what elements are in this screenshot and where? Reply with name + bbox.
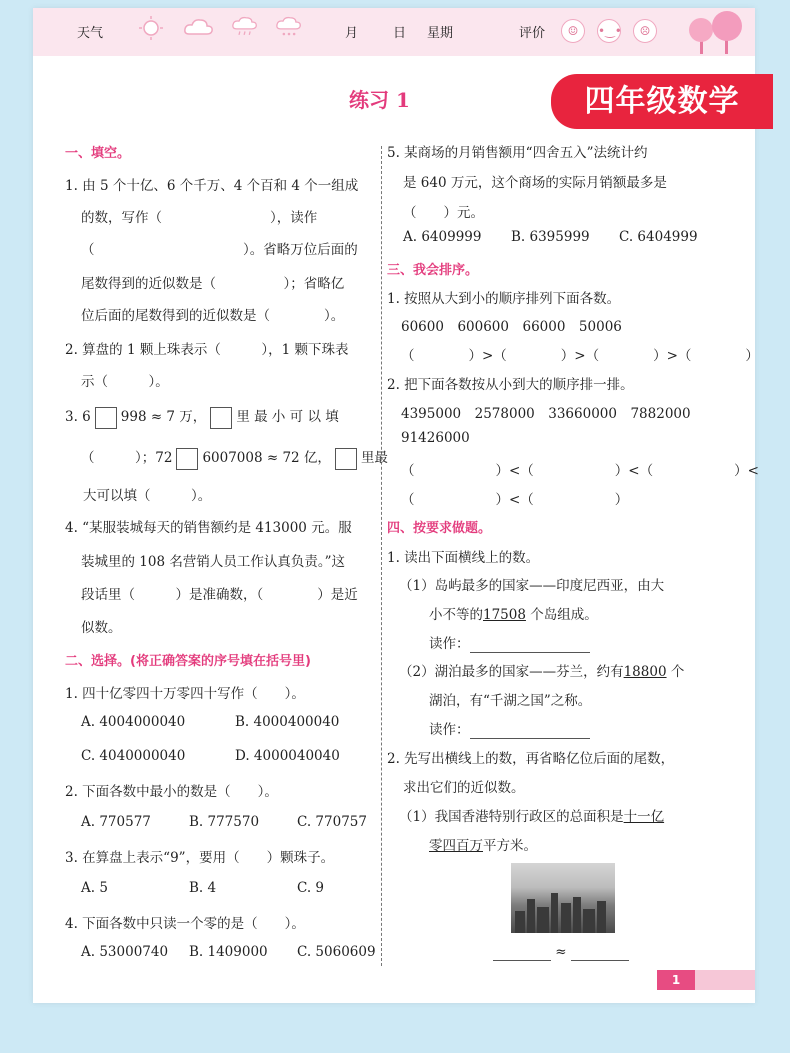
worksheet-page	[33, 8, 759, 1003]
choice-question: 1. 四十亿零四十万零四十写作（ ）。	[65, 686, 305, 702]
trees-icon	[683, 10, 745, 56]
choice-option: B. 6395999	[511, 229, 590, 245]
sort-answer: （ ）>（ ）>（ ）>（ ）	[401, 348, 759, 364]
choice-option: C. 770757	[297, 814, 367, 830]
choice-option: A. 6409999	[403, 229, 482, 245]
task-line: 零四百万平方米。	[429, 838, 537, 854]
task-question: 求出它们的近似数。	[403, 780, 525, 796]
approx-line: ≈	[493, 944, 629, 961]
choice-option: C. 5060609	[297, 944, 376, 960]
page-title: 练习 1	[349, 88, 410, 112]
q1-line: 1. 由 5 个十亿、6 个千万、4 个百和 4 个一组成	[65, 178, 359, 194]
choice-option: A. 4004000040	[81, 714, 186, 730]
choice-option: A. 5	[81, 880, 108, 896]
sort-numbers: 60600 600600 66000 50006	[401, 319, 622, 335]
q4-line: 装城里的 108 名营销人员工作认真负责。”这	[81, 554, 346, 570]
page-number-bar	[657, 970, 755, 990]
section-sort: 三、我会排序。	[387, 263, 479, 278]
sad-face-icon[interactable]: ☹	[633, 19, 657, 43]
choice-option: D. 4000040040	[235, 748, 340, 764]
header-bar	[33, 8, 755, 56]
answer-blank[interactable]	[493, 944, 551, 961]
sort-numbers: 91426000	[401, 430, 470, 446]
choice-question: 3. 在算盘上表示“9”，要用（ ）颗珠子。	[65, 850, 335, 866]
cloud-icon	[183, 16, 215, 40]
choice-question: 4. 下面各数中只读一个零的是（ ）。	[65, 916, 305, 932]
q1-line: （ ）。省略万位后面的	[81, 242, 358, 258]
choice-question: 5. 某商场的月销售额用“四舍五入”法统计约	[387, 145, 648, 161]
answer-box[interactable]	[95, 407, 117, 429]
rating-label: 评价	[519, 26, 546, 41]
read-as-line: 读作：	[429, 632, 590, 653]
hong-kong-skyline-photo	[511, 863, 615, 933]
choice-option: C. 9	[297, 880, 325, 896]
task-line: （1）我国香港特别行政区的总面积是十一亿	[399, 809, 665, 825]
answer-box[interactable]	[176, 448, 198, 470]
q1-line: 位后面的尾数得到的近似数是（ ）。	[81, 308, 345, 324]
q3-line: 3. 6 998 ≈ 7 万， 里 最 小 可 以 填	[65, 405, 339, 429]
choice-option: B. 1409000	[189, 944, 268, 960]
sort-answer: （ ）<（ ）	[401, 492, 629, 508]
section-fill-blank: 一、填空。	[65, 146, 131, 161]
sun-icon	[137, 16, 165, 40]
read-as-line: 读作：	[429, 718, 590, 739]
answer-blank[interactable]	[571, 944, 629, 961]
q4-line: 似数。	[81, 620, 122, 636]
weather-label: 天气	[77, 26, 104, 41]
task-line: 小不等的17508 个岛组成。	[429, 607, 598, 623]
answer-box[interactable]	[335, 448, 357, 470]
rain-icon	[229, 16, 261, 40]
choice-question: 是 640 万元，这个商场的实际月销额最多是	[403, 175, 667, 191]
sort-question: 1. 按照从大到小的顺序排列下面各数。	[387, 291, 621, 307]
subject-badge: 四年级数学	[551, 74, 773, 129]
q1-line: 尾数得到的近似数是（ ）；省略亿	[81, 276, 345, 292]
task-question: 1. 读出下面横线上的数。	[387, 550, 540, 566]
sort-numbers: 4395000 2578000 33660000 7882000	[401, 406, 691, 422]
task-question: 2. 先写出横线上的数，再省略亿位后面的尾数，	[387, 751, 675, 767]
answer-box[interactable]	[210, 407, 232, 429]
choice-question: 2. 下面各数中最小的数是（ ）。	[65, 784, 278, 800]
choice-option: A. 53000740	[81, 944, 169, 960]
sort-answer: （ ）<（ ）<（ ）<	[401, 463, 759, 479]
q4-line: 段话里（ ）是准确数，（ ）是近	[81, 587, 358, 603]
choice-option: B. 777570	[189, 814, 260, 830]
task-line: （2）湖泊最多的国家——芬兰，约有18800 个	[399, 664, 685, 680]
q2-line: 2. 算盘的 1 颗上珠表示（ ），1 颗下珠表	[65, 342, 349, 358]
task-line: （1）岛屿最多的国家——印度尼西亚，由大	[399, 578, 665, 594]
lace-border	[33, 48, 693, 60]
task-line: 湖泊，有“千湖之国”之称。	[429, 693, 592, 709]
month-label: 月	[345, 26, 359, 41]
happy-face-icon[interactable]: ☺	[561, 19, 585, 43]
page-number: 1	[657, 970, 695, 990]
column-divider	[381, 146, 382, 966]
choice-option: A. 770577	[81, 814, 151, 830]
answer-blank[interactable]	[470, 636, 590, 653]
section-choice: 二、选择。(将正确答案的序号填在括号里)	[65, 654, 311, 669]
sort-question: 2. 把下面各数按从小到大的顺序排一排。	[387, 377, 634, 393]
choice-option: C. 6404999	[619, 229, 698, 245]
section-tasks: 四、按要求做题。	[387, 521, 492, 536]
day-label: 日	[393, 26, 407, 41]
choice-option: B. 4	[189, 880, 217, 896]
choice-option: B. 4000400040	[235, 714, 340, 730]
answer-blank[interactable]	[470, 722, 590, 739]
choice-question: （ ）元。	[403, 205, 484, 221]
snow-icon	[273, 16, 305, 40]
q1-line: 的数，写作（ ），读作	[81, 210, 318, 226]
q4-line: 4. “某服装城每天的销售额约是 413000 元。服	[65, 520, 352, 536]
q3-line: （ ）；72 6007008 ≈ 72 亿， 里最	[81, 446, 388, 470]
q2-line: 示（ ）。	[81, 374, 169, 390]
choice-option: C. 4040000040	[81, 748, 186, 764]
neutral-face-icon[interactable]: •‿•	[597, 19, 621, 43]
weekday-label: 星期	[427, 26, 454, 41]
q3-line: 大可以填（ ）。	[83, 488, 212, 504]
